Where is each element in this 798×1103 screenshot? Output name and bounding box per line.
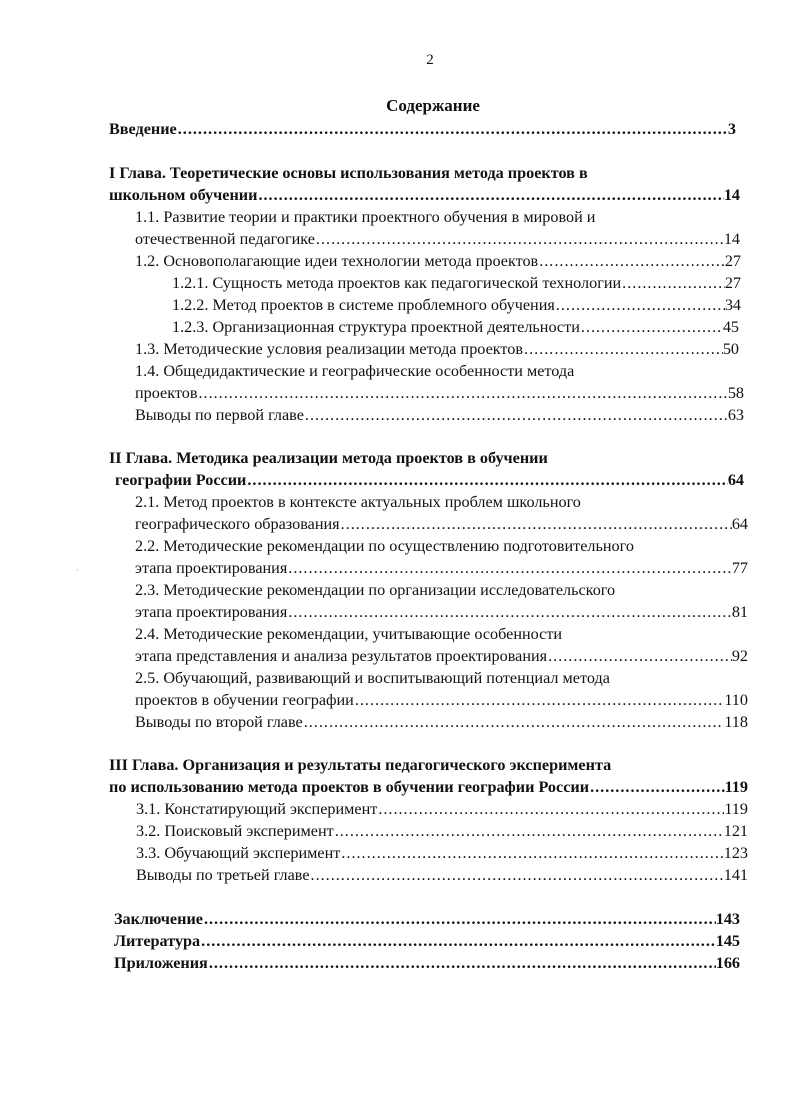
- leader-dots: [315, 228, 724, 250]
- toc-section-2-3-line2: [135, 601, 748, 623]
- toc-section-1-4-line2: [135, 382, 744, 404]
- toc-entry-text: 1.4. Общедидактические и географические особенности метода: [135, 362, 575, 380]
- toc-entry-text: отечественной педагогике: [135, 230, 315, 248]
- toc-entry-page: 77: [731, 559, 748, 577]
- leader-dots: [555, 294, 725, 316]
- toc-entry-text: I Глава. Теоретические основы использования метода проектов в: [109, 164, 588, 182]
- toc-entry-page: 110: [724, 691, 748, 709]
- toc-section-2-5-line1: [135, 667, 755, 689]
- toc-entry-page: 58: [727, 384, 744, 402]
- toc-entry-page: 141: [723, 866, 748, 884]
- toc-entry-text: географического образования: [135, 515, 340, 533]
- toc-entry-text: 1.1. Развитие теории и практики проектного обучения в мировой и: [135, 208, 596, 226]
- leader-dots: [200, 930, 716, 952]
- leader-dots: [523, 338, 723, 360]
- toc-chapter-1-title-line1: [109, 162, 749, 184]
- toc-section-2-3-line1: [135, 579, 755, 601]
- toc-entry-text: 1.2.2. Метод проектов в системе проблемного обучения: [172, 296, 555, 314]
- leader-dots: [547, 645, 732, 667]
- leader-dots: [287, 601, 732, 623]
- toc-entry-text: Выводы по первой главе: [135, 406, 304, 424]
- toc-entry-page: 14: [723, 186, 740, 204]
- toc-entry-text: 2.1. Метод проектов в контексте актуальных проблем школьного: [135, 493, 581, 511]
- toc-section-1-2-2: [172, 294, 741, 316]
- toc-section-2-2-line2: [135, 557, 748, 579]
- toc-entry-text: 1.3. Методические условия реализации метода проектов: [135, 340, 524, 358]
- toc-entry-text: этапа проектирования: [135, 559, 288, 577]
- toc-entry-text: этапа представления и анализа результатов проектирования: [135, 647, 548, 665]
- toc-section-2-4-line1: [135, 623, 755, 645]
- toc-entry-text: проектов в обучении географии: [135, 691, 354, 709]
- toc-section-1-4-line1: [135, 360, 755, 382]
- toc-entry-text: 2.3. Методические рекомендации по организации исследовательского: [135, 581, 616, 599]
- toc-entry-page: 123: [723, 844, 748, 862]
- toc-entry-text: этапа проектирования: [135, 603, 288, 621]
- toc-entry-text: 1.2.3. Организационная структура проектной деятельности: [172, 318, 580, 336]
- toc-entry-page: 121: [723, 822, 748, 840]
- leader-dots: [340, 513, 732, 535]
- toc-section-2-5-line2: [135, 689, 748, 711]
- toc-entry-text: 2.5. Обучающий, развивающий и воспитывающий потенциал метода: [135, 669, 610, 687]
- toc-title: Содержание: [386, 96, 480, 115]
- toc-entry-text: 3.2. Поисковый эксперимент: [136, 822, 334, 840]
- toc-entry-text: 1.2. Основополагающие идеи технологии метода проектов: [135, 252, 539, 270]
- toc-chapter-1-title-line2: [109, 184, 740, 206]
- toc-entry-page: 64: [727, 471, 744, 489]
- toc-entry-page: 119: [724, 800, 748, 818]
- toc-entry-page: 63: [727, 406, 744, 424]
- toc-entry-text: 1.2.1. Сущность метода проектов как педагогической технологии: [172, 274, 622, 292]
- toc-entry-text: географии России: [115, 471, 247, 489]
- toc-entry-page: 143: [715, 910, 740, 928]
- toc-section-3-3: [136, 842, 748, 864]
- toc-entry-text: Выводы по второй главе: [135, 713, 303, 731]
- toc-section-3-1: [136, 798, 748, 820]
- leader-dots: [208, 952, 716, 974]
- toc-entry-page: 81: [731, 603, 748, 621]
- leader-dots: [334, 820, 724, 842]
- leader-dots: [377, 798, 724, 820]
- toc-entry-text: школьном обучении: [109, 186, 258, 204]
- toc-section-1-3: [135, 338, 739, 360]
- toc-section-1-2-3: [172, 316, 739, 338]
- toc-entry-introduction: [109, 118, 736, 140]
- toc-entry-text: Заключение: [114, 910, 203, 928]
- leader-dots: [257, 184, 723, 206]
- toc-entry-text: 2.2. Методические рекомендации по осуществлению подготовительного: [135, 537, 634, 555]
- toc-entry-page: 45: [722, 318, 739, 336]
- toc-entry-text: Введение: [109, 120, 177, 138]
- toc-entry-text: II Глава. Методика реализации метода проектов в обучении: [109, 449, 548, 467]
- leader-dots: [580, 316, 723, 338]
- toc-chapter-2-title-line2: [115, 469, 744, 491]
- toc-entry-text: III Глава. Организация и результаты педагогического эксперимента: [109, 756, 612, 774]
- leader-dots: [304, 404, 728, 426]
- toc-entry-text: Выводы по третьей главе: [136, 866, 310, 884]
- toc-section-1-2: [135, 250, 741, 272]
- toc-entry-text: 2.4. Методические рекомендации, учитывающие особенности: [135, 625, 563, 643]
- toc-section-1-1-line2: [135, 228, 740, 250]
- toc-chapter-3-title-line1: [109, 754, 759, 776]
- toc-chapter-3-title-line2: [109, 776, 748, 798]
- toc-entry-page: 145: [715, 932, 740, 950]
- toc-chapter-2-title-line1: [109, 447, 749, 469]
- leader-dots: [197, 382, 727, 404]
- toc-section-2-2-line1: [135, 535, 755, 557]
- toc-conclusions-chapter-3: [136, 864, 748, 886]
- leader-dots: [538, 250, 725, 272]
- leader-dots: [621, 272, 725, 294]
- toc-section-1-1-line1: [135, 206, 755, 228]
- toc-entry-text: Приложения: [114, 954, 208, 972]
- leader-dots: [303, 711, 725, 733]
- toc-entry-page: 166: [715, 954, 740, 972]
- toc-section-2-1-line1: [135, 491, 755, 513]
- scan-speck: ·: [76, 566, 79, 575]
- toc-entry-text: 3.1. Констатирующий эксперимент: [136, 800, 378, 818]
- toc-appendices: [114, 952, 740, 974]
- leader-dots: [203, 908, 716, 930]
- leader-dots: [246, 469, 727, 491]
- toc-entry-text: Литература: [114, 932, 201, 950]
- toc-entry-page: 92: [731, 647, 748, 665]
- leader-dots: [177, 118, 728, 140]
- page-number: 2: [426, 52, 434, 68]
- toc-entry-page: 14: [723, 230, 740, 248]
- toc-entry-text: 3.3. Обучающий эксперимент: [136, 844, 341, 862]
- toc-bibliography: [114, 930, 740, 952]
- toc-entry-text: проектов: [135, 384, 198, 402]
- toc-conclusions-chapter-2: [135, 711, 748, 733]
- toc-entry-page: 27: [724, 274, 741, 292]
- toc-section-2-4-line2: [135, 645, 748, 667]
- toc-entry-page: 27: [724, 252, 741, 270]
- toc-entry-page: 64: [731, 515, 748, 533]
- leader-dots: [310, 864, 724, 886]
- toc-conclusion: [114, 908, 740, 930]
- leader-dots: [287, 557, 732, 579]
- toc-conclusions-chapter-1: [135, 404, 744, 426]
- toc-entry-text: по использованию метода проектов в обучении географии России: [109, 778, 590, 796]
- leader-dots: [340, 842, 723, 864]
- toc-entry-page: 50: [722, 340, 739, 358]
- toc-section-2-1-line2: [135, 513, 748, 535]
- leader-dots: [589, 776, 725, 798]
- toc-entry-page: 3: [727, 120, 736, 138]
- toc-entry-page: 34: [724, 296, 741, 314]
- leader-dots: [354, 689, 724, 711]
- toc-section-3-2: [136, 820, 748, 842]
- toc-entry-page: 119: [724, 778, 748, 796]
- toc-section-1-2-1: [172, 272, 741, 294]
- toc-entry-page: 118: [724, 713, 748, 731]
